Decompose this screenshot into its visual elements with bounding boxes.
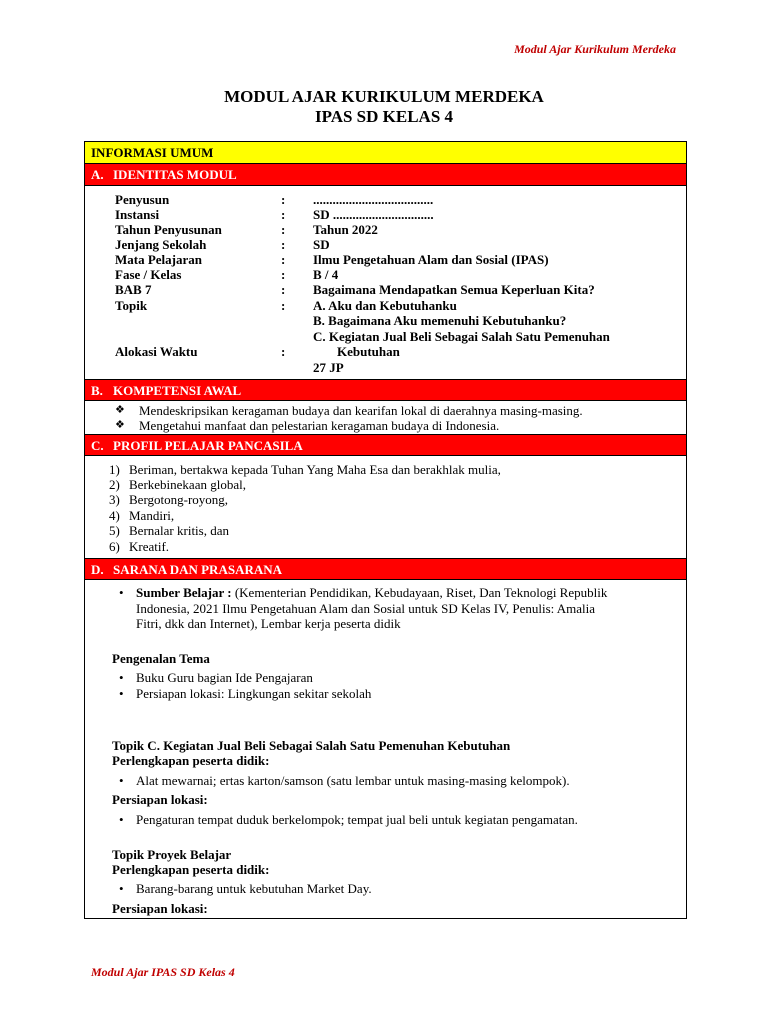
row-label: Instansi (115, 207, 160, 222)
row-value: Bagaimana Mendapatkan Semua Keperluan Kita? (313, 282, 595, 297)
row-label: Jenjang Sekolah (115, 237, 207, 252)
list-number: 1) (109, 462, 120, 477)
row-value: 27 JP (313, 360, 344, 375)
list-item-text: Mandiri, (129, 508, 175, 523)
section-heading: PROFIL PELAJAR PANCASILA (113, 438, 303, 453)
section-identitas-modul (85, 164, 686, 186)
module-table (84, 141, 687, 919)
row-value: B. Bagaimana Aku memenuhi Kebutuhanku? (313, 313, 567, 328)
row-colon: : (281, 344, 286, 359)
row-value: SD (313, 237, 330, 252)
bullet-icon: • (119, 670, 124, 685)
row-label: BAB 7 (115, 282, 152, 297)
section-heading: IDENTITAS MODUL (113, 167, 237, 182)
row-colon: : (281, 282, 286, 297)
persiapan-heading: Persiapan lokasi: (112, 792, 208, 807)
running-header: Modul Ajar Kurikulum Merdeka (514, 42, 676, 56)
row-value: Kebutuhan (337, 344, 400, 359)
persiapan-heading: Persiapan lokasi: (112, 901, 208, 916)
section-letter: A. (91, 167, 104, 182)
row-label: Tahun Penyusunan (115, 222, 222, 237)
list-item-text: Beriman, bertakwa kepada Tuhan Yang Maha Esa dan berakhlak mulia, (129, 462, 501, 477)
perlengkapan-heading: Perlengkapan peserta didik: (112, 753, 270, 768)
list-item-text: Alat mewarnai; ertas karton/samson (satu lembar untuk masing-masing kelompok). (136, 773, 570, 788)
section-profil-pelajar (85, 434, 686, 456)
list-number: 3) (109, 492, 120, 507)
row-colon: : (281, 207, 286, 222)
list-number: 2) (109, 477, 120, 492)
section-letter: C. (91, 438, 104, 453)
section-letter: B. (91, 383, 103, 398)
list-item-text: Mengetahui manfaat dan pelestarian keragaman budaya di Indonesia. (139, 418, 500, 433)
list-item-text: Berkebinekaan global, (129, 477, 246, 492)
section-letter: D. (91, 562, 104, 577)
sumber-line-3: Fitri, dkk dan Internet), Lembar kerja peserta didik (136, 616, 401, 631)
row-colon: : (281, 298, 286, 313)
bullet-icon: • (119, 585, 124, 600)
list-item-text: Persiapan lokasi: Lingkungan sekitar sekolah (136, 686, 372, 701)
list-item-text: Bergotong-royong, (129, 492, 229, 507)
row-label: Topik (115, 298, 148, 313)
list-item-text: Bernalar kritis, dan (129, 523, 229, 538)
bullet-icon: • (119, 686, 124, 701)
list-number: 5) (109, 523, 120, 538)
row-value: Tahun 2022 (313, 222, 378, 237)
row-value: B / 4 (313, 267, 339, 282)
row-value: Ilmu Pengetahuan Alam dan Sosial (IPAS) (313, 252, 549, 267)
pengenalan-tema-heading: Pengenalan Tema (112, 651, 210, 666)
sumber-label: Sumber Belajar : (136, 585, 232, 600)
diamond-bullet-icon: ❖ (115, 404, 125, 416)
row-label: Alokasi Waktu (115, 344, 198, 359)
list-item-text: Barang-barang untuk kebutuhan Market Day. (136, 881, 372, 896)
sumber-text: (Kementerian Pendidikan, Kebudayaan, Riset, Dan Teknologi Republik (234, 585, 608, 600)
page-title (0, 87, 768, 127)
bullet-icon: • (119, 773, 124, 788)
row-label: Penyusun (115, 192, 170, 207)
list-item-text: Pengaturan tempat duduk berkelompok; tempat jual beli untuk kegiatan pengamatan. (136, 812, 578, 827)
row-colon: : (281, 237, 286, 252)
row-colon: : (281, 192, 286, 207)
list-number: 6) (109, 539, 120, 554)
row-colon: : (281, 267, 286, 282)
sumber-line-2: Indonesia, 2021 Ilmu Pengetahuan Alam dan Sosial untuk SD Kelas IV, Penulis: Amalia (136, 601, 596, 616)
section-kompetensi-awal (85, 379, 686, 401)
list-item-text: Mendeskripsikan keragaman budaya dan kearifan lokal di daerahnya masing-masing. (139, 403, 583, 418)
row-value: C. Kegiatan Jual Beli Sebagai Salah Satu Pemenuhan (313, 329, 610, 344)
list-item-text: Buku Guru bagian Ide Pengajaran (136, 670, 313, 685)
row-label: Fase / Kelas (115, 267, 182, 282)
title-line-2: IPAS SD KELAS 4 (314, 107, 454, 126)
diamond-bullet-icon: ❖ (115, 419, 125, 431)
row-value: SD ............................... (313, 207, 434, 222)
section-heading: SARANA DAN PRASARANA (113, 562, 283, 577)
page-footer: Modul Ajar IPAS SD Kelas 4 (91, 965, 235, 979)
row-colon: : (281, 252, 286, 267)
list-number: 4) (109, 508, 120, 523)
row-label: Mata Pelajaran (115, 252, 203, 267)
bullet-icon: • (119, 881, 124, 896)
row-value: ..................................... (313, 192, 434, 207)
topik-c-heading: Topik C. Kegiatan Jual Beli Sebagai Salah Satu Pemenuhan Kebutuhan (112, 738, 511, 753)
sumber-line-1 (136, 585, 607, 600)
section-sarana-prasarana (85, 558, 686, 580)
row-colon: : (281, 222, 286, 237)
list-item-text: Kreatif. (129, 539, 170, 554)
section-informasi-umum-label: INFORMASI UMUM (91, 145, 214, 160)
perlengkapan-heading: Perlengkapan peserta didik: (112, 862, 270, 877)
proyek-heading: Topik Proyek Belajar (112, 847, 232, 862)
bullet-icon: • (119, 812, 124, 827)
title-line-1: MODUL AJAR KURIKULUM MERDEKA (224, 87, 544, 106)
section-informasi-umum (85, 142, 686, 164)
row-value: A. Aku dan Kebutuhanku (313, 298, 457, 313)
section-heading: KOMPETENSI AWAL (113, 383, 242, 398)
